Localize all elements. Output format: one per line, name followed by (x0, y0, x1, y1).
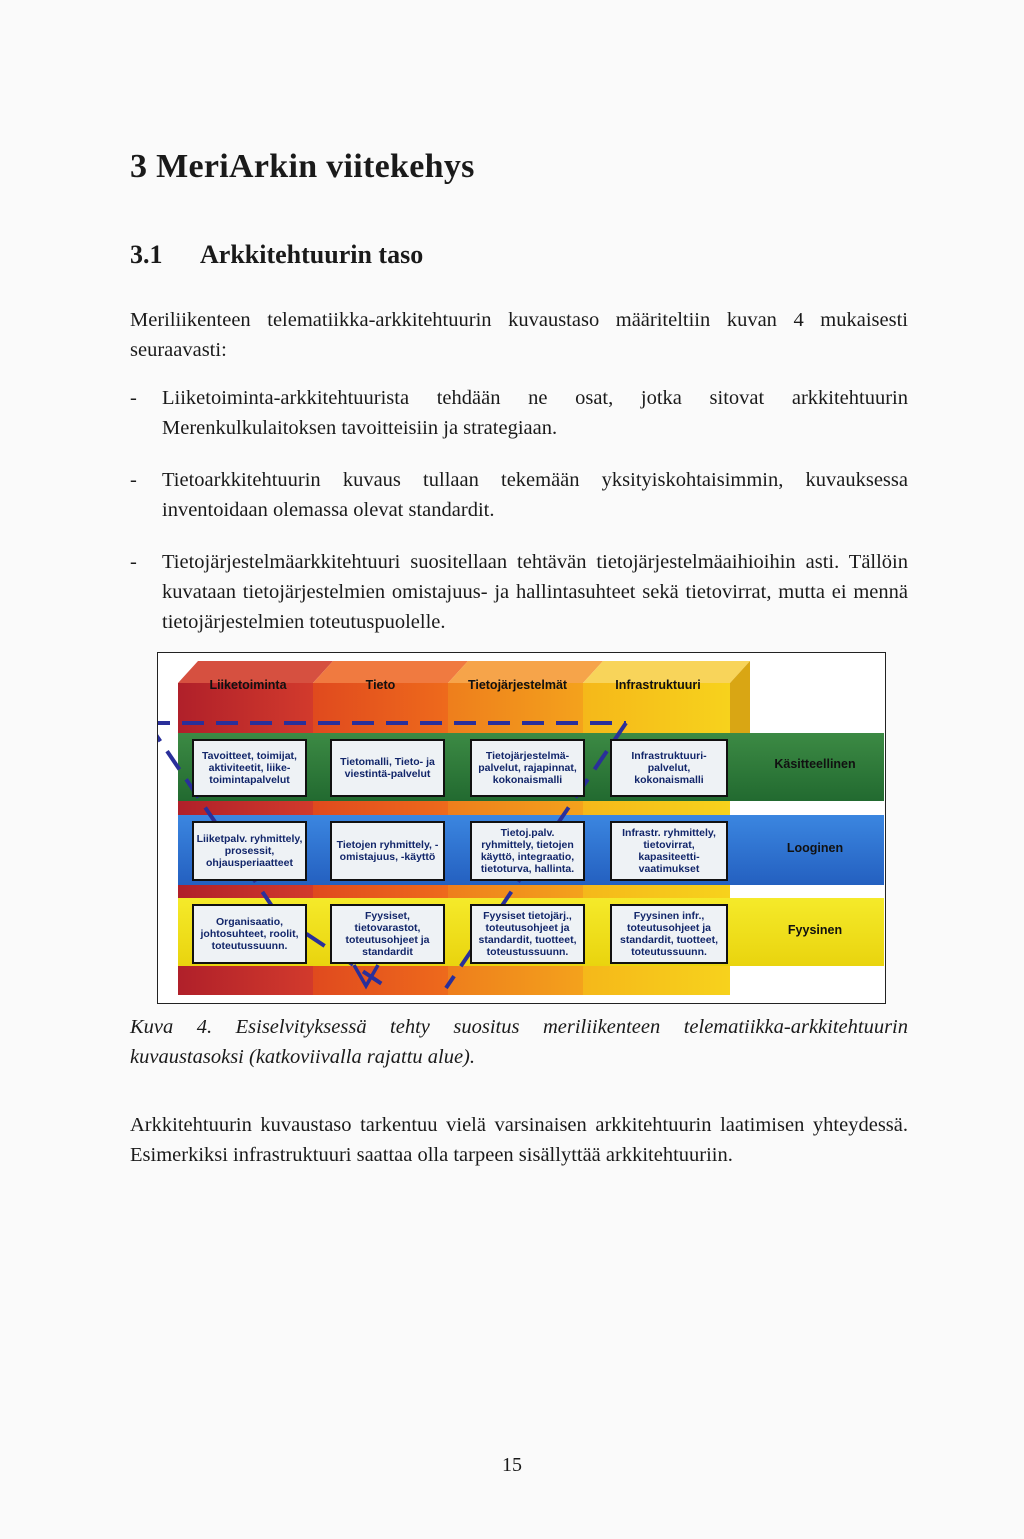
section-title: Arkkitehtuurin taso (200, 240, 424, 269)
bullet-item-1 (130, 383, 908, 443)
section-number: 3.1 (130, 240, 163, 269)
section-heading (130, 240, 423, 270)
figure-caption: Kuva 4. Esiselvityksessä tehty suositus meriliikenteen telematiikka-arkkitehtuurin kuvaustasoksi (katkoviivalla rajattu alue). (130, 1016, 908, 1068)
row-label-fyysinen: Fyysinen (787, 923, 843, 937)
cell-kasitteellinen-liiketoiminta: Tavoitteet, toimijat, aktiviteetit, liike-toimintapalvelut (192, 739, 307, 797)
chapter-heading: 3 MeriArkin viitekehys (130, 148, 475, 185)
bullet-text: Tietojärjestelmäarkkitehtuuri suositellaan tehtävän tietojärjestelmäaihioihin asti. Tällöin kuvataan tietojärjestelmien omistajuus- ja hallintasuhteet sekä tietovirrat, mutta ei mennä tietojärjestelmien toteutuspuolelle. (162, 551, 908, 633)
cell-fyysinen-tieto: Fyysiset, tietovarastot, toteutusohjeet ja standardit (330, 904, 445, 964)
page-number: 15 (502, 1454, 522, 1476)
row-label-looginen: Looginen (786, 841, 844, 855)
cell-looginen-liiketoiminta: Liiketpalv. ryhmittely, prosessit, ohjausperiaatteet (192, 821, 307, 881)
cell-looginen-tietojarjestelmat: Tietoj.palv. ryhmittely, tietojen käyttö, integraatio, tietoturva, hallinta. (470, 821, 585, 881)
architecture-framework-figure (157, 652, 886, 1004)
cell-looginen-tieto: Tietojen ryhmittely, -omistajuus, -käyttö (330, 821, 445, 881)
cell-fyysinen-tietojarjestelmat: Fyysiset tietojärj., toteutusohjeet ja standardit, tuotteet, toteustussuunn. (470, 904, 585, 964)
cell-kasitteellinen-tietojarjestelmat: Tietojärjestelmä-palvelut, rajapinnat, kokonaismalli (470, 739, 585, 797)
cell-fyysinen-infrastruktuuri: Fyysinen infr., toteutusohjeet ja standardit, tuotteet, toteutussuunn. (610, 904, 728, 964)
column-label-tieto: Tieto (365, 678, 396, 692)
column-label-liiketoiminta: Liiketoiminta (209, 678, 287, 692)
bullet-dash: - (130, 387, 137, 409)
cell-kasitteellinen-tieto: Tietomalli, Tieto- ja viestintä-palvelut (330, 739, 445, 797)
column-label-tietojarjestelmat: Tietojärjestelmät (467, 678, 568, 692)
row-label-kasitteellinen: Käsitteellinen (774, 757, 856, 771)
bullet-dash: - (130, 469, 137, 491)
closing-paragraph: Arkkitehtuurin kuvaustaso tarkentuu vielä varsinaisen arkkitehtuurin laatimisen yhteydessä. Esimerkiksi infrastruktuuri saattaa olla tarpeen sisällyttää arkkitehtuuriin. (130, 1114, 908, 1166)
column-label-infrastruktuuri: Infrastruktuuri (615, 678, 701, 692)
intro-paragraph: Meriliikenteen telematiikka-arkkitehtuurin kuvaustaso määriteltiin kuvan 4 mukaisesti seuraavasti: (130, 309, 908, 361)
bullet-item-3 (130, 547, 908, 637)
cell-kasitteellinen-infrastruktuuri: Infrastruktuuri-palvelut, kokonaismalli (610, 739, 728, 797)
bullet-text: Liiketoiminta-arkkitehtuurista tehdään ne osat, jotka sitovat arkkitehtuurin Merenkulkulaitoksen tavoitteisiin ja strategiaan. (162, 387, 908, 439)
cell-fyysinen-liiketoiminta: Organisaatio, johtosuhteet, roolit, toteutussuunn. (192, 904, 307, 964)
bullet-text: Tietoarkkitehtuurin kuvaus tullaan tekemään yksityiskohtaisimmin, kuvauksessa inventoidaan olemassa olevat standardit. (162, 469, 908, 521)
bullet-item-2 (130, 465, 908, 525)
bullet-dash: - (130, 551, 137, 573)
cell-looginen-infrastruktuuri: Infrastr. ryhmittely, tietovirrat, kapasiteetti-vaatimukset (610, 821, 728, 881)
